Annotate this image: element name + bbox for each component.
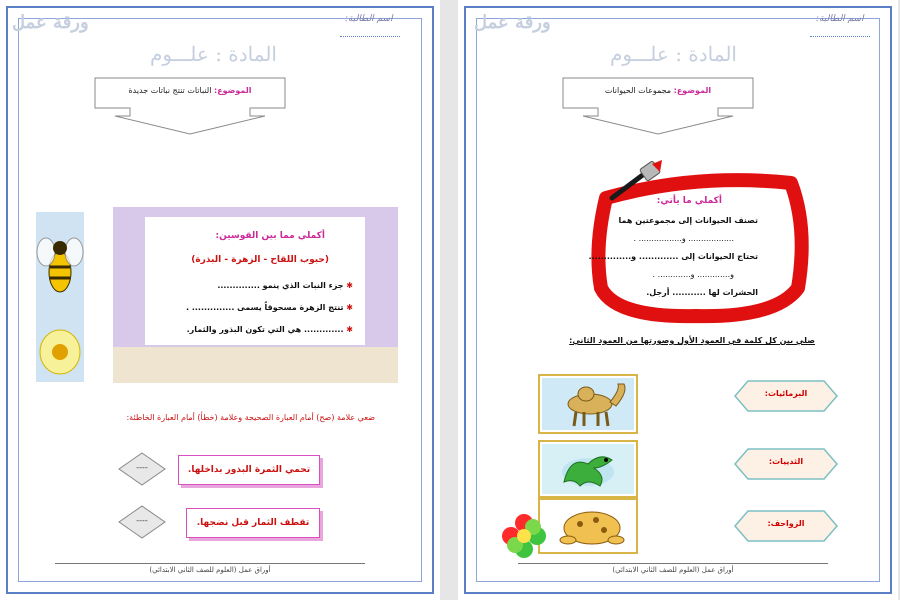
statement-text: تقطف الثمار قبل نضجها. [196, 518, 310, 528]
topic-line [563, 86, 753, 95]
subject-title: المادة : علـــوم [150, 42, 277, 66]
student-name-field[interactable] [340, 36, 400, 37]
topic-text: مجموعات الحيوانات [604, 86, 672, 95]
completion-frame [113, 207, 398, 383]
footer-text: أوراق عمل (العلوم للصف الثاني الابتدائي) [612, 566, 734, 574]
worksheet-page-right [458, 0, 898, 600]
box-title: أكملي مما بين القوسين: [215, 231, 325, 241]
page-gap [440, 0, 458, 600]
complete-line: و............. و............. . [652, 270, 734, 279]
statement-text: تحمي الثمرة البذور بداخلها. [187, 465, 311, 475]
subject-title: المادة : علـــوم [610, 42, 737, 66]
picture-box[interactable] [538, 440, 638, 498]
options-line: (حبوب اللقاح - الزهرة - البذرة) [191, 255, 329, 265]
topic-text: النباتات تنتج نباتات جديدة [128, 86, 212, 95]
paintbrush-icon [604, 160, 662, 204]
watermark-title: ورقة عمل [12, 12, 89, 33]
picture-box[interactable] [538, 498, 638, 554]
word-label: الثدييات: [768, 457, 804, 466]
watermark-title: ورقة عمل [474, 12, 551, 33]
word-label: الزواحف: [767, 519, 805, 528]
fill-line: ✱ جزء النبات الذي ينمو .............. [217, 281, 353, 290]
complete-line: تحتاج الحيوانات إلى ............. و.............. [588, 252, 758, 261]
instruction-line: ضعي علامة (صح) أمام العبارة الصحيحة وعلامة (خطأ) أمام العبارة الخاطئة: [126, 413, 375, 422]
topic-arrow-shape [558, 76, 758, 136]
flower-icon [498, 510, 550, 562]
student-name-field[interactable] [810, 36, 870, 37]
fill-line: ✱ تنتج الزهرة مسحوقاً يسمى .............. . [186, 303, 353, 312]
student-name-label: اسم الطالبة: [816, 14, 864, 24]
topic-label: الموضوع: [214, 86, 252, 95]
student-name-label: اسم الطالبة: [345, 14, 393, 24]
word-label: البرمائيات: [764, 389, 808, 398]
picture-box[interactable] [538, 374, 638, 434]
footer-rule [518, 563, 828, 564]
complete-line: تصنف الحيوانات إلى مجموعتين هما [618, 216, 758, 225]
topic-line [95, 86, 285, 95]
bee-flower-icon [36, 212, 84, 382]
complete-line: الحشرات لها ........... أرجل. [646, 288, 758, 297]
statement-box [178, 455, 320, 485]
complete-line: .................. و................. . [633, 234, 734, 243]
camel-icon [540, 376, 636, 432]
dragon-icon [540, 442, 636, 496]
answer-placeholder: ---- [136, 463, 148, 472]
fill-line: ✱ ............. هي التي تكون البذور والثمار. [186, 325, 353, 334]
match-instruction: صلي بين كل كلمة في العمود الأول وصورتها من العمود الثاني: [569, 336, 815, 345]
statement-box [186, 508, 320, 538]
toad-icon [540, 500, 636, 552]
worksheet-page-left [0, 0, 440, 600]
footer-rule [55, 563, 365, 564]
answer-placeholder: ---- [136, 516, 148, 525]
footer-text: أوراق عمل (العلوم للصف الثاني الابتدائي) [149, 566, 271, 574]
completion-box [145, 217, 365, 345]
complete-title: أكملي ما يأتي: [656, 196, 722, 206]
topic-label: الموضوع: [673, 86, 712, 95]
topic-arrow-shape [90, 76, 290, 136]
frame-bottom-strip [113, 347, 398, 383]
